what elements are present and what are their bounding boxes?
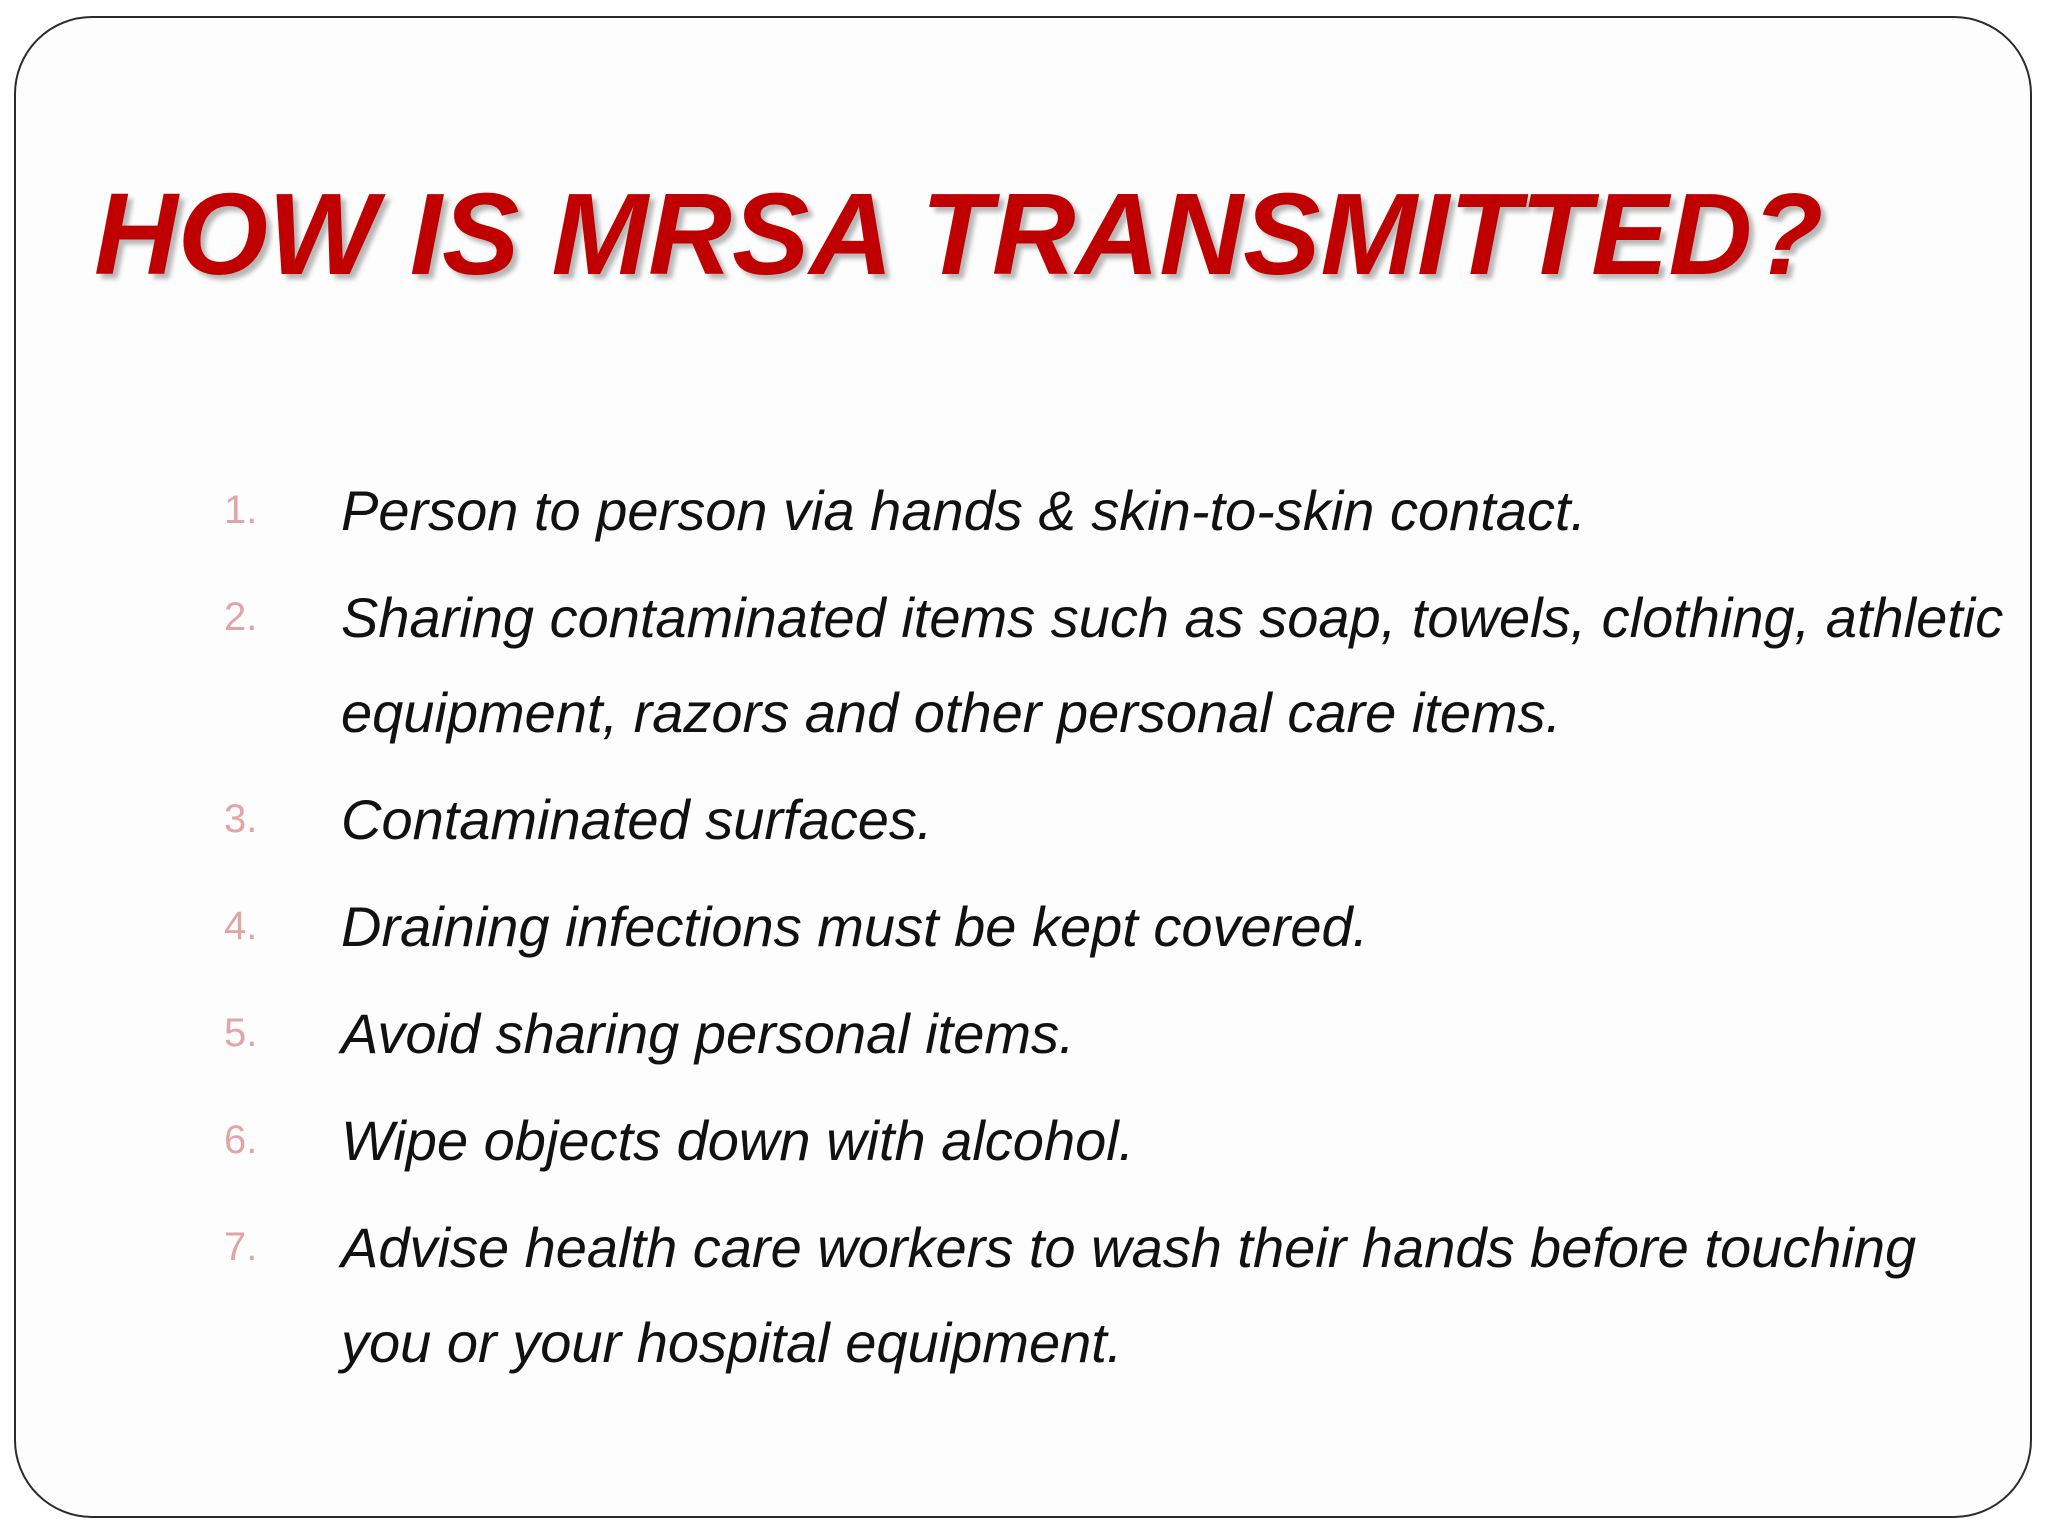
list-item: [224, 772, 2014, 867]
list-number: 3.: [224, 797, 258, 841]
list-number: 7.: [224, 1225, 258, 1269]
list-number: 5.: [224, 1011, 258, 1055]
slide-title: HOW IS MRSA TRANSMITTED?: [94, 169, 1824, 299]
list-item: [224, 879, 2014, 974]
list-text: Person to person via hands & skin-to-skin contact.: [341, 479, 1587, 542]
list-number: 2.: [224, 595, 258, 639]
list-text: Wipe objects down with alcohol.: [341, 1109, 1135, 1172]
list-text: Sharing contaminated items such as soap, towels, clothing, athletic equipment, razors and other personal care items.: [341, 586, 2004, 744]
list-number: 4.: [224, 904, 258, 948]
list-number: 6.: [224, 1118, 258, 1162]
list-item: [224, 986, 2014, 1081]
list-text: Advise health care workers to wash their hands before touching you or your hospital equipment.: [341, 1216, 1917, 1374]
list-text: Draining infections must be kept covered.: [341, 895, 1369, 958]
list-number: 1.: [224, 488, 258, 532]
list-item: [224, 463, 2014, 558]
transmission-list: [224, 463, 2014, 1402]
slide-frame: [14, 16, 2032, 1518]
list-item: [224, 570, 2014, 760]
list-text: Avoid sharing personal items.: [341, 1002, 1075, 1065]
list-item: [224, 1200, 2014, 1390]
list-item: [224, 1093, 2014, 1188]
list-text: Contaminated surfaces.: [341, 788, 933, 851]
